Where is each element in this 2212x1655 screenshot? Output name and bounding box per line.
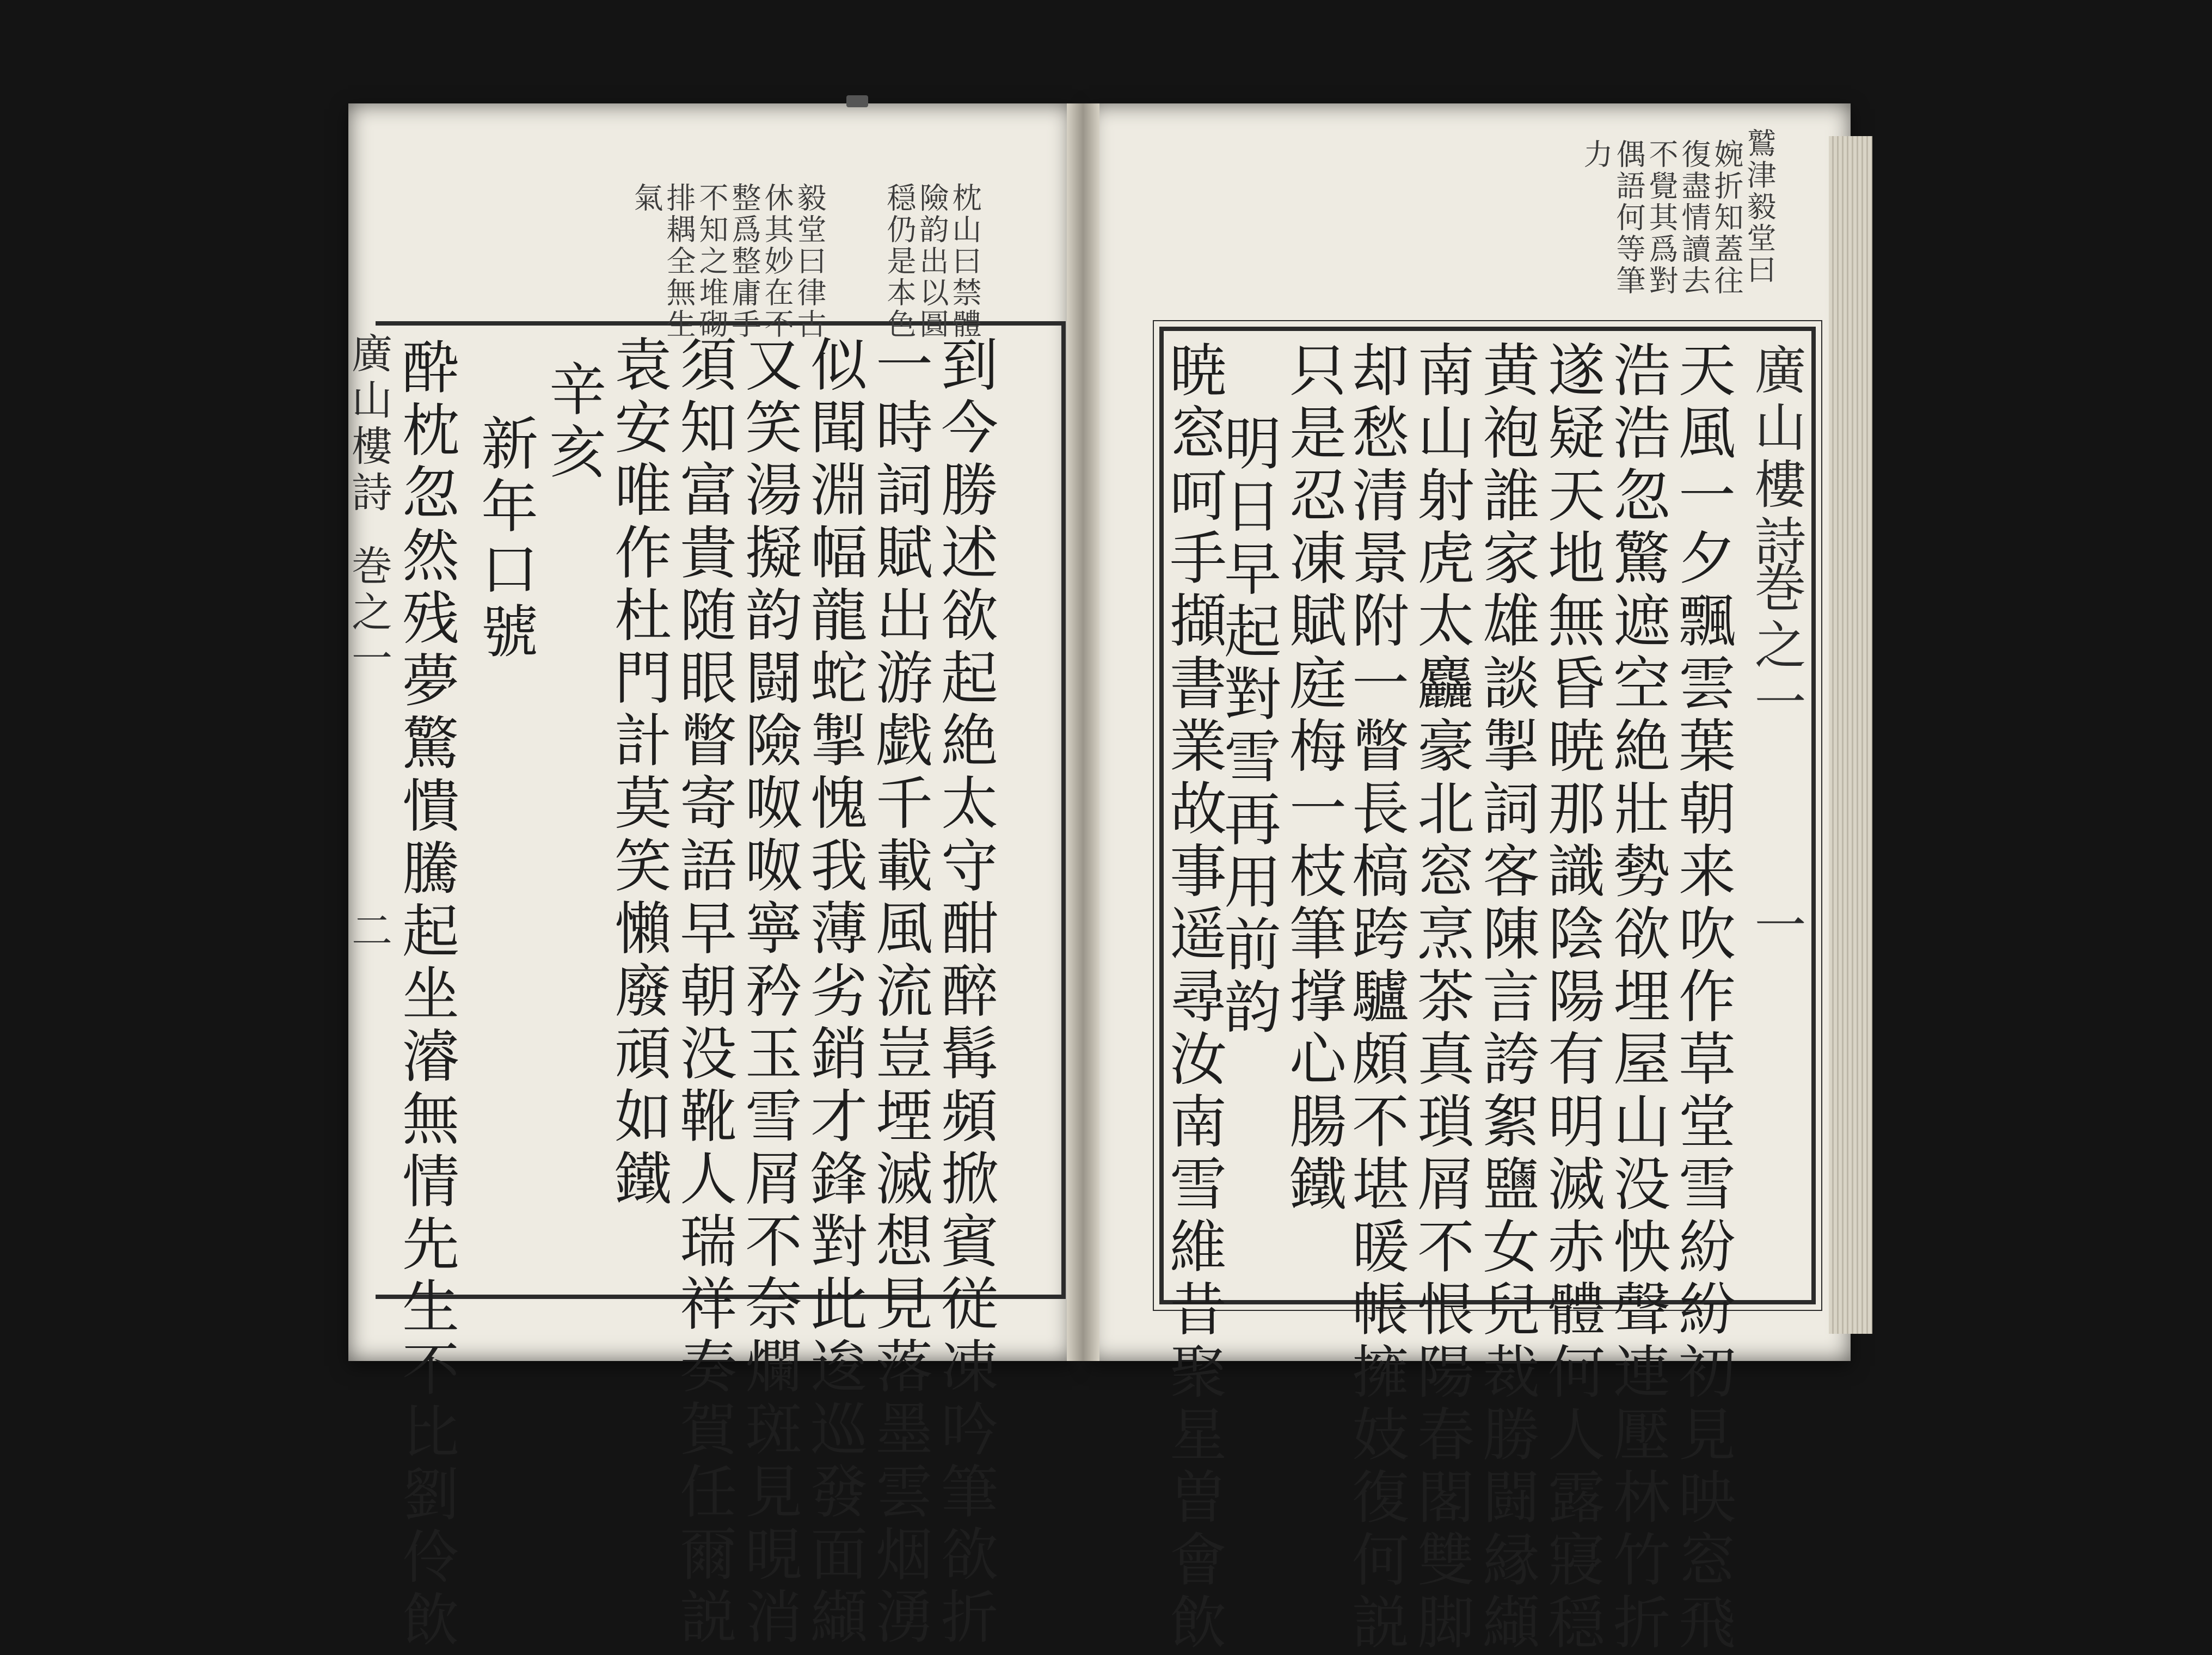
right-col-6: 却愁清景附一瞥長槁跨驢頗不堪暖帳擁妓復何説	[1343, 340, 1409, 1655]
right-folio-number: 一	[1746, 898, 1806, 955]
right-commentary-3: 復盡情讀去	[1677, 139, 1711, 297]
left-running-title: 廣山樓詩	[345, 332, 393, 517]
left-col-4: 又笑湯擬韵闘險呶呶寧矜玉雪屑不奈爛斑見晛消	[736, 335, 802, 1650]
left-poem-title: 新年口號	[472, 414, 538, 664]
left-col-6: 袁安唯作杜門計莫笑懶廢頑如鐵	[605, 335, 672, 1211]
right-col-9: 暁窓呵手擷書業故事遥尋汝南雪維昔聚星曽會飲	[1160, 340, 1227, 1655]
right-col-2: 浩浩忽驚遮空絶壯勢欲埋屋山没怏聲連壓林竹折	[1604, 340, 1670, 1655]
right-col-3: 遂疑天地無昏暁那識陰陽有明滅赤體何人露寢穏	[1539, 340, 1605, 1655]
left-commentary-6: 整爲整庸手	[727, 182, 761, 340]
left-commentary-9: 氣	[629, 182, 663, 214]
right-commentary-4: 不覺其爲對	[1644, 139, 1679, 297]
right-volume-label: 巻之一	[1746, 561, 1806, 732]
left-commentary-4: 毅堂曰律古	[792, 182, 827, 340]
right-col-5: 南山射虎太麤豪北窓烹茶真瑣屑不恨陽春閣雙脚	[1408, 340, 1474, 1655]
left-commentary-5: 休其妙在不	[760, 182, 794, 340]
right-commentary-5: 偶語何等筆	[1612, 139, 1646, 297]
book-gutter	[1067, 103, 1099, 1361]
left-col-5: 須知富貴随眼瞥寄語早朝没靴人瑞祥奏賀任爾説	[671, 335, 737, 1650]
right-commentary-6: 力	[1579, 139, 1613, 170]
right-commentary-1: 鷲津毅堂曰	[1742, 128, 1777, 286]
left-commentary-7: 不知之堆砌	[695, 182, 729, 340]
right-col-1: 天風一夕飄雲葉朝来吹作草堂雪紛紛初見映窓飛	[1669, 340, 1736, 1655]
right-col-7: 只是忍凍賦庭梅一枝筆撑心腸鐵	[1280, 340, 1347, 1217]
left-col-1: 到今勝述欲起絶太守酣醉髯頻掀賓従凍吟筆欲折	[932, 335, 998, 1650]
right-poem-title: 明日早起對雪再用前韵	[1215, 414, 1281, 1040]
left-col-2: 一時詞賦出游戯千載風流豈堙滅想見落墨雲烟湧	[867, 335, 933, 1650]
ink-mark-icon	[846, 95, 868, 107]
left-year-label: 辛亥	[540, 359, 606, 485]
left-commentary-1: 枕山曰禁體	[948, 182, 982, 340]
right-col-4: 黄袍誰家雄談掣詞客陳言誇絮鹽女兒裁勝闘縁纈	[1473, 340, 1540, 1655]
left-commentary-2: 險韵出以圓	[915, 182, 949, 340]
right-running-title: 廣山樓詩	[1746, 343, 1806, 572]
left-col-3: 似聞淵幅龍蛇掣愧我薄劣銷才鋒對此逡巡發面纈	[801, 335, 868, 1650]
left-volume-label: 巻之一	[345, 544, 393, 683]
left-folio-number: 二	[345, 909, 393, 955]
left-commentary-3: 穏仍是本色	[882, 182, 917, 340]
right-commentary-2: 婉折知蓋往	[1710, 139, 1744, 297]
page-edges	[1829, 136, 1872, 1334]
left-col-9: 酔枕忽然残夢驚憒騰起坐濬無情先生不比劉伶飲	[393, 338, 459, 1652]
left-commentary-8: 排耦全無生	[662, 182, 696, 340]
